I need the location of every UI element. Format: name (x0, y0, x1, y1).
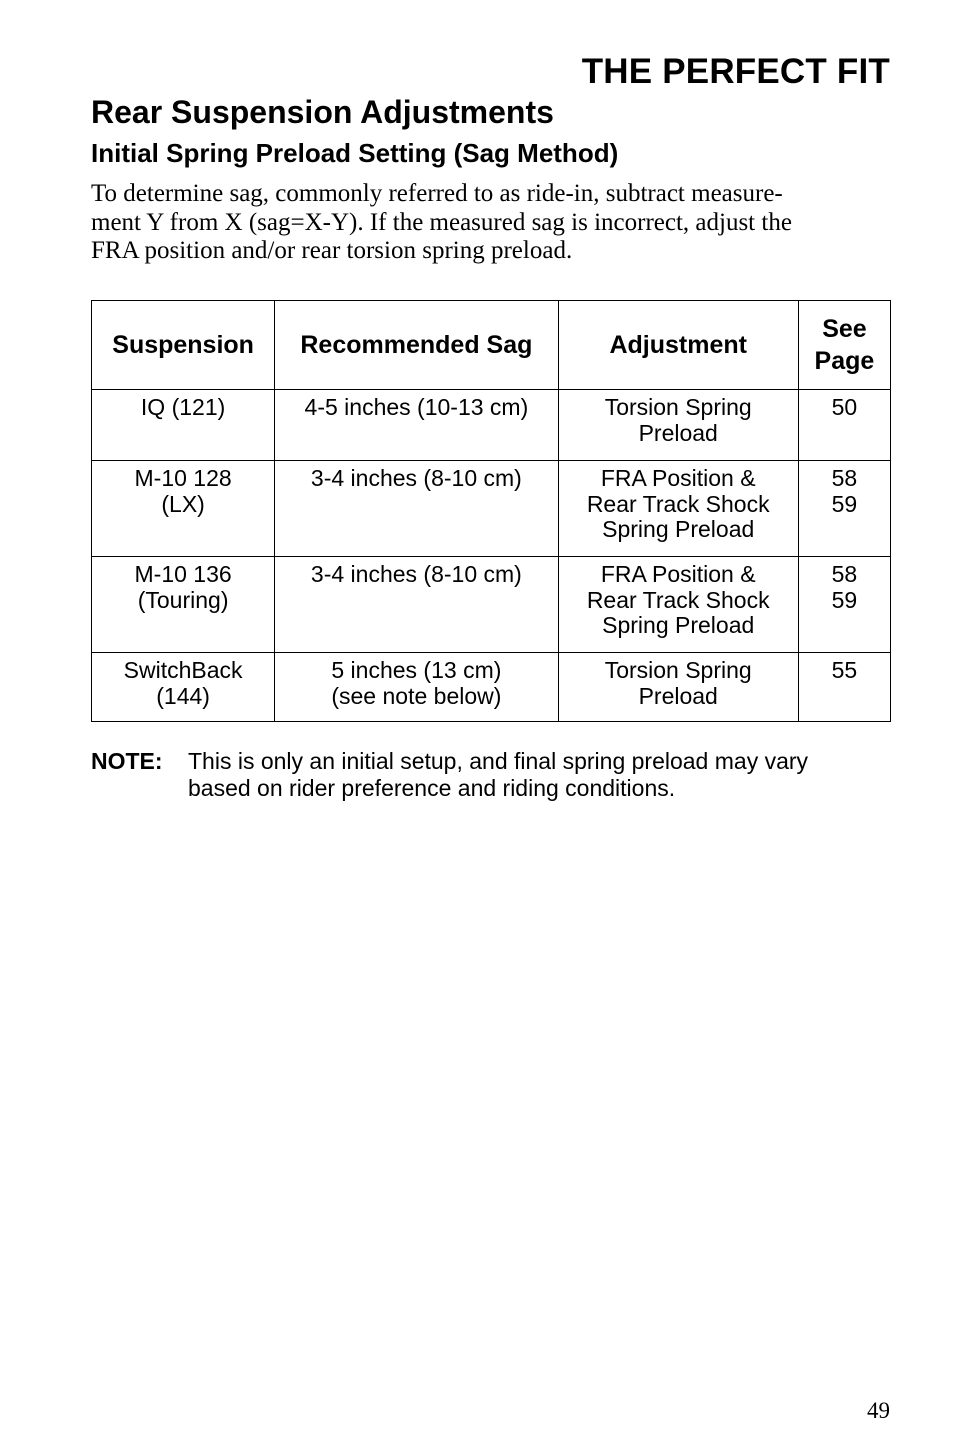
cell-line: 59 (831, 490, 858, 517)
column-header-adjustment: Adjustment (558, 301, 798, 390)
cell-see-page (798, 653, 890, 722)
cell-recommended-sag (275, 653, 558, 722)
cell-line: 5 inches (13 cm) (331, 657, 502, 683)
table-header-row (92, 301, 891, 390)
header-line: Page (814, 347, 875, 375)
cell-suspension (92, 390, 275, 461)
cell-line: (see note below) (331, 682, 502, 709)
cell-suspension (92, 461, 275, 557)
note-line: This is only an initial setup, and final spring preload may vary (188, 748, 809, 774)
cell-suspension (92, 557, 275, 653)
cell-line: 59 (831, 586, 858, 613)
cell-recommended-sag (275, 557, 558, 653)
chapter-title: THE PERFECT FIT (581, 52, 890, 91)
cell-line: (LX) (161, 490, 205, 517)
intro-line: To determine sag, commonly referred to as ride-in, subtract measure- (91, 180, 783, 207)
cell-line: FRA Position & (600, 465, 756, 491)
cell-see-page (798, 557, 890, 653)
cell-see-page (798, 390, 890, 461)
cell-line: 50 (831, 394, 858, 420)
table-row (92, 557, 891, 653)
column-header-see-page (798, 301, 890, 390)
cell-line: 58 (831, 465, 858, 491)
cell-adjustment (558, 557, 798, 653)
cell-see-page (798, 461, 890, 557)
cell-line: Spring Preload (602, 612, 755, 638)
note-text (188, 748, 890, 801)
cell-line: Preload (638, 682, 718, 709)
cell-line: IQ (121) (140, 394, 226, 420)
cell-line: 58 (831, 561, 858, 587)
cell-line: 4-5 inches (10-13 cm) (304, 394, 529, 420)
page-number: 49 (867, 1398, 890, 1423)
intro-paragraph (91, 180, 890, 266)
cell-recommended-sag (275, 461, 558, 557)
header-line: See (822, 315, 867, 343)
table-row (92, 461, 891, 557)
cell-line: (Touring) (137, 586, 229, 613)
cell-line: Preload (638, 419, 718, 446)
sag-settings-table (91, 300, 891, 722)
cell-line: M-10 128 (134, 465, 232, 491)
cell-adjustment (558, 461, 798, 557)
subsection-title: Initial Spring Preload Setting (Sag Method) (91, 138, 619, 168)
cell-adjustment (558, 390, 798, 461)
cell-line: M-10 136 (134, 561, 232, 587)
table-row (92, 653, 891, 722)
cell-line: 55 (831, 657, 858, 683)
cell-adjustment (558, 653, 798, 722)
table-row (92, 390, 891, 461)
cell-line: Torsion Spring (604, 657, 752, 683)
cell-line: Rear Track Shock (586, 490, 770, 517)
cell-recommended-sag (275, 390, 558, 461)
cell-line: Rear Track Shock (586, 586, 770, 613)
cell-line: 3-4 inches (8-10 cm) (310, 561, 522, 587)
note-line: based on rider preference and riding conditions. (188, 774, 676, 801)
cell-line: Torsion Spring (604, 394, 752, 420)
intro-line: FRA position and/or rear torsion spring preload. (91, 237, 573, 264)
cell-line: 3-4 inches (8-10 cm) (310, 465, 522, 491)
cell-suspension (92, 653, 275, 722)
column-header-suspension: Suspension (92, 301, 275, 390)
section-title: Rear Suspension Adjustments (91, 94, 554, 130)
cell-line: Spring Preload (602, 516, 755, 542)
cell-line: SwitchBack (123, 657, 243, 683)
intro-line: ment Y from X (sag=X-Y). If the measured sag is incorrect, adjust the (91, 208, 792, 236)
cell-line: (144) (156, 682, 210, 709)
note-label: NOTE: (91, 748, 163, 774)
column-header-recommended-sag: Recommended Sag (275, 301, 558, 390)
cell-line: FRA Position & (600, 561, 756, 587)
